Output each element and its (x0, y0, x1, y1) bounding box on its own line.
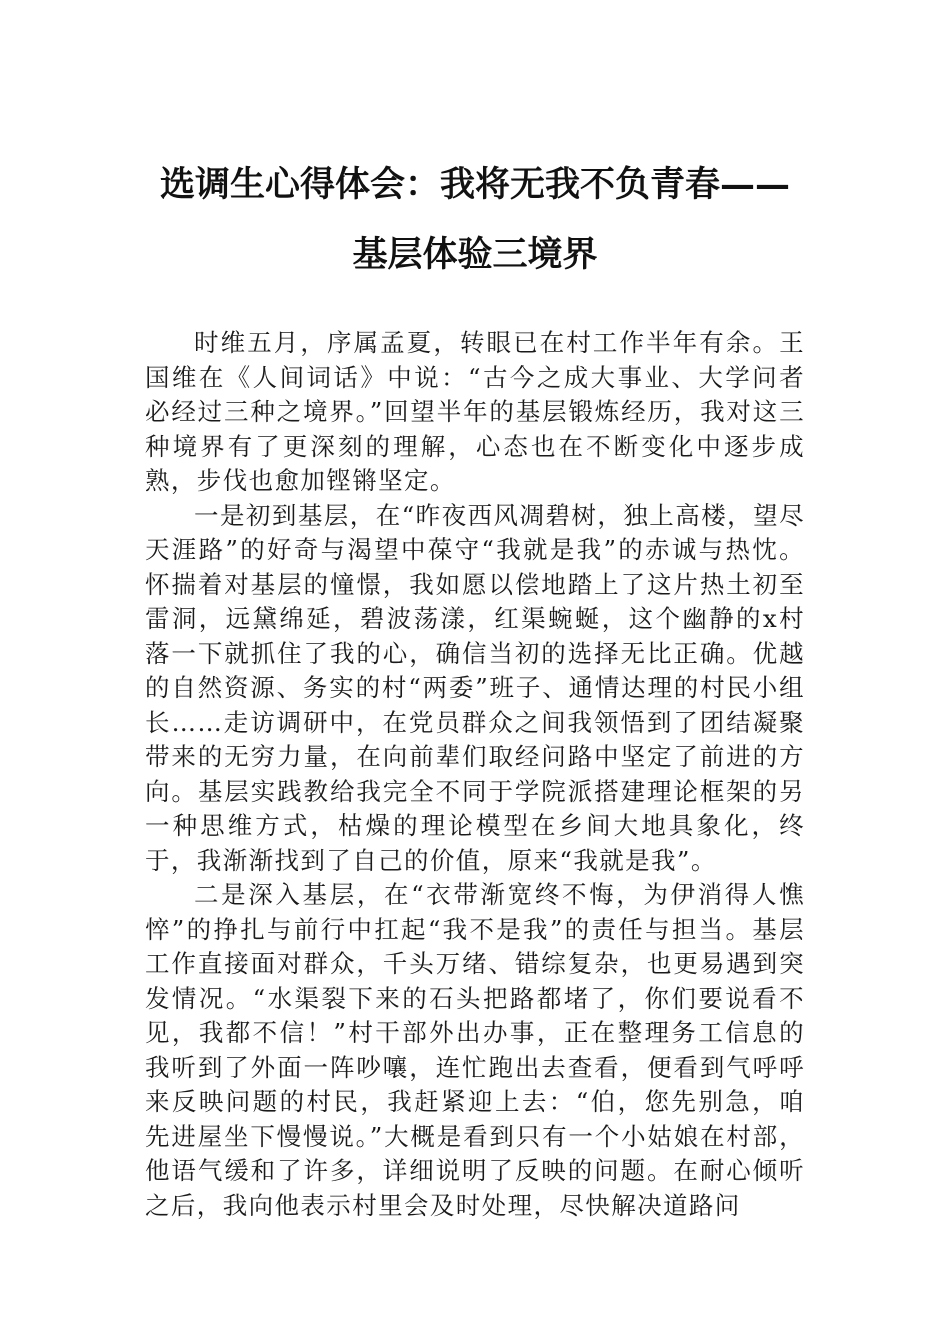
paragraph-first-realm: 一是初到基层，在“昨夜西风凋碧树，独上高楼，望尽天涯路”的好奇与渴望中葆守“我就是我”的赤诚与热忱。怀揣着对基层的憧憬，我如愿以偿地踏上了这片热土初至雷洞，远黛绵延，碧波荡漾，红渠蜿蜒，这个幽静的x村落一下就抓住了我的心，确信当初的选择无比正确。优越的自然资源、务实的村“两委”班子、通情达理的村民小组长……走访调研中，在党员群众之间我领悟到了团结凝聚带来的无穷力量，在向前辈们取经问路中坚定了前进的方向。基层实践教给我完全不同于学院派搭建理论框架的另一种思维方式，枯燥的理论模型在乡间大地具象化，终于，我渐渐找到了自己的价值，原来“我就是我”。 (145, 500, 805, 875)
paragraph-intro: 时维五月，序属孟夏，转眼已在村工作半年有余。王国维在《人间词话》中说：“古今之成大事业、大学问者必经过三种之境界。”回望半年的基层锻炼经历，我对这三种境界有了更深刻的理解，心态也在不断变化中逐步成熟，步伐也愈加铿锵坚定。 (145, 328, 805, 495)
paragraph-second-realm: 二是深入基层，在“衣带渐宽终不悔，为伊消得人憔悴”的挣扎与前行中扛起“我不是我”的责任与担当。基层工作直接面对群众，千头万绪、错综复杂，也更易遇到突发情况。“水渠裂下来的石头把路都堵了，你们要说看不见，我都不信！”村干部外出办事，正在整理务工信息的我听到了外面一阵吵嚷，连忙跑出去查看，便看到气呼呼来反映问题的村民，我赶紧迎上去：“伯，您先别急，咱先进屋坐下慢慢说。”大概是看到只有一个小姑娘在村部，他语气缓和了许多，详细说明了反映的问题。在耐心倾听之后，我向他表示村里会及时处理，尽快解决道路问 (145, 880, 805, 1220)
document-title-line-1: 选调生心得体会：我将无我不负青春—— (159, 164, 790, 205)
document-body (145, 326, 805, 1223)
document-title-line-2: 基层体验三境界 (352, 234, 598, 275)
